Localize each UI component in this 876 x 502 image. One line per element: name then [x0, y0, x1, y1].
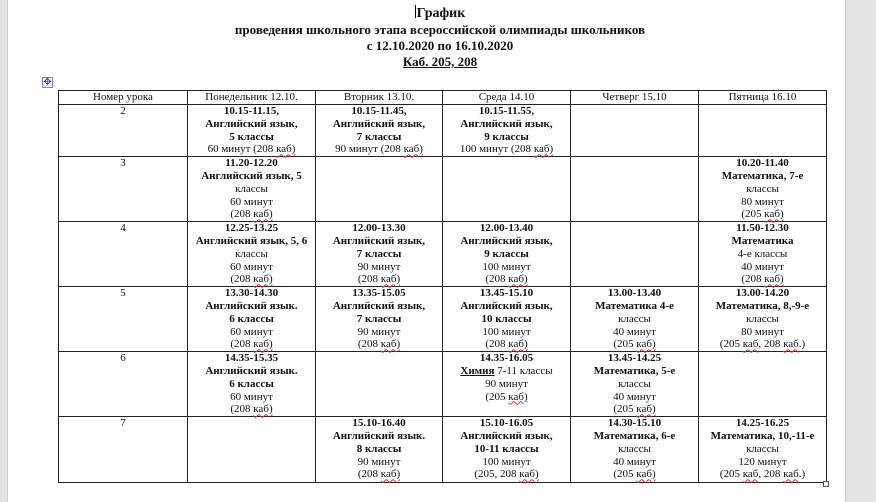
cell-wednesday	[443, 417, 571, 483]
exam-room-word: каб)	[636, 338, 656, 351]
exam-room-line	[700, 468, 825, 481]
table-move-handle-icon[interactable]: ✥	[43, 77, 52, 88]
exam-duration: 80 минут	[741, 195, 784, 208]
heading-rooms: Каб. 205, 208	[402, 54, 478, 69]
exam-room-line	[444, 391, 569, 404]
exam-room-word: каб)	[533, 143, 554, 156]
cell-friday	[699, 417, 827, 483]
exam-subject-line	[317, 300, 441, 313]
exam-subject: Английский язык,	[332, 299, 426, 312]
cell-friday	[699, 287, 827, 352]
table-row	[59, 287, 827, 352]
exam-subject: Математика	[715, 299, 778, 312]
exam-subject-line	[317, 430, 441, 443]
exam-subject: Английский язык, 5, 6	[195, 234, 308, 247]
heading-title: График	[416, 6, 466, 21]
exam-duration: 60 минут (208	[207, 143, 274, 156]
cell-thursday	[571, 157, 699, 222]
exam-grade: 6 классы	[229, 312, 274, 325]
header-tuesday: Вторник 13.10.	[316, 91, 443, 105]
exam-room-prefix: (205	[613, 403, 637, 416]
exam-room-mid: , 208	[758, 338, 784, 351]
exam-room-word: каб)	[519, 468, 539, 481]
exam-room-line	[317, 338, 441, 351]
exam-duration: 90 минут	[357, 325, 401, 338]
exam-time: 10.15-11.15,	[223, 105, 280, 117]
heading-dates: с 12.10.2020 по 16.10.2020	[366, 38, 514, 53]
exam-room-end: .)	[798, 338, 806, 351]
exam-time: 10.15-11.45,	[351, 105, 407, 117]
exam-duration-line	[189, 196, 314, 209]
exam-time: 14.35-15.35	[224, 352, 279, 365]
exam-duration: 40 минут	[613, 325, 656, 338]
exam-subject: Математика	[710, 429, 773, 442]
exam-subject: Английский язык,	[460, 429, 553, 442]
exam-duration: 100 минут	[482, 325, 531, 338]
lesson-number: 2	[59, 105, 188, 157]
cell-monday	[188, 222, 316, 287]
exam-time: 12.00-13.30	[352, 222, 406, 235]
exam-subject: Химия	[460, 364, 495, 377]
header-friday: Пятница 16.10	[699, 91, 827, 105]
exam-room-word: каб)	[636, 403, 656, 416]
exam-subject-line	[444, 430, 569, 443]
cell-thursday	[571, 222, 699, 287]
exam-room-prefix: (208	[230, 338, 254, 351]
cell-thursday	[571, 105, 699, 157]
exam-room-word: каб)	[380, 273, 401, 286]
exam-subject: Английский язык,	[332, 234, 426, 247]
exam-subject-line	[189, 118, 314, 131]
exam-subject-line	[444, 365, 569, 378]
exam-time: 14.30-15.10	[607, 417, 662, 430]
exam-subject-grade: 7-11 классы	[494, 364, 553, 377]
exam-grade: классы	[618, 377, 651, 390]
exam-subject-grade: , 6-е	[655, 429, 676, 442]
table-row	[59, 157, 827, 222]
exam-room-word: каб)	[508, 338, 528, 351]
exam-duration: 60 минут	[230, 325, 273, 338]
exam-subject-line	[317, 118, 441, 131]
exam-duration: 120 минут	[738, 455, 787, 468]
exam-room-word: каб)	[253, 208, 273, 221]
exam-grade: классы	[746, 312, 779, 325]
exam-room-prefix: (208	[357, 338, 381, 351]
exam-grade: классы	[618, 442, 651, 455]
exam-room-line	[444, 273, 569, 286]
exam-room-prefix: (208	[741, 273, 765, 286]
exam-time: 10.15-11.55,	[478, 105, 535, 117]
exam-grade: 10-11 классы	[474, 442, 539, 455]
exam-time: 13.30-14.30	[224, 287, 279, 300]
cell-thursday	[571, 417, 699, 483]
exam-subject-line	[444, 118, 569, 131]
exam-grade: 4-е классы	[737, 247, 788, 260]
exam-grade: классы	[746, 182, 779, 195]
exam-duration: 100 минут	[482, 455, 531, 468]
cell-tuesday	[316, 287, 443, 352]
exam-room-word: каб	[742, 338, 759, 351]
exam-subject-grade: , 8,-9-е	[777, 299, 810, 312]
cell-wednesday	[443, 287, 571, 352]
cell-monday	[188, 352, 316, 417]
exam-room-word: каб)	[380, 468, 401, 481]
exam-duration-line	[189, 326, 314, 339]
exam-grade: 8 классы	[356, 442, 402, 455]
exam-time: 12.25-13.25	[224, 222, 279, 235]
exam-time: 13.00-14.20	[735, 287, 790, 300]
exam-duration-line	[700, 326, 825, 339]
exam-duration-line	[189, 143, 314, 156]
exam-subject-line	[700, 300, 825, 313]
exam-duration: 60 минут	[230, 390, 273, 403]
cell-tuesday	[316, 105, 443, 157]
exam-subject: Математика	[731, 234, 794, 247]
exam-room-word: каб	[742, 468, 759, 481]
exam-subject-grade: , 5-е	[655, 364, 676, 377]
exam-room-word: каб)	[508, 390, 528, 403]
exam-duration-line	[317, 326, 441, 339]
exam-subject-line	[317, 235, 441, 248]
exam-room-prefix: (205	[613, 468, 637, 481]
table-row	[59, 222, 827, 287]
exam-duration: 90 минут	[485, 377, 528, 390]
exam-subject: Английский язык, 5	[201, 169, 302, 182]
exam-grade: классы	[235, 182, 268, 195]
cell-monday	[188, 105, 316, 157]
exam-time: 13.45-14.25	[607, 352, 662, 365]
schedule-table	[58, 90, 827, 483]
exam-room-word: каб)	[636, 468, 656, 481]
exam-duration: 90 минут	[357, 260, 401, 273]
exam-duration-line	[572, 326, 697, 339]
exam-subject-grade: , 7-е	[783, 169, 804, 182]
exam-duration-line	[317, 456, 441, 469]
exam-room-word: каб)	[764, 273, 784, 286]
lesson-number: 6	[59, 352, 188, 417]
exam-subject-line	[444, 235, 569, 248]
table-row	[59, 105, 827, 157]
exam-room-prefix: (208	[357, 273, 381, 286]
exam-room-line	[700, 338, 825, 351]
exam-duration: 80 минут	[741, 325, 784, 338]
cell-wednesday	[443, 222, 571, 287]
exam-room-word: каб)	[276, 143, 296, 156]
cell-friday	[699, 157, 827, 222]
cell-tuesday	[316, 222, 443, 287]
exam-duration: 60 минут	[230, 195, 273, 208]
exam-time: 13.45-15.10	[479, 287, 534, 300]
exam-time: 10.20-11.40	[736, 157, 789, 170]
exam-room-prefix: (208	[485, 338, 509, 351]
header-thursday: Четверг 15.10	[571, 91, 699, 105]
exam-subject: Математика	[593, 364, 656, 377]
exam-grade: 9 классы	[484, 247, 529, 260]
text-cursor	[415, 5, 416, 18]
exam-duration-line	[444, 378, 569, 391]
exam-subject: Математика	[721, 169, 784, 182]
header-monday: Понедельник 12.10.	[188, 91, 316, 105]
exam-room-word: каб)	[253, 273, 273, 286]
exam-time: 13.00-13.40	[607, 287, 662, 300]
exam-duration-line	[317, 261, 441, 274]
exam-duration-line	[700, 456, 825, 469]
table-row	[59, 417, 827, 483]
cell-friday	[699, 352, 827, 417]
cell-wednesday	[443, 352, 571, 417]
exam-subject-line	[700, 430, 825, 443]
exam-duration-line	[572, 391, 697, 404]
exam-room-prefix: (208	[230, 403, 254, 416]
exam-room-line	[317, 273, 441, 286]
exam-room-word: каб)	[253, 403, 273, 416]
exam-subject: Английский язык,	[460, 117, 553, 130]
cell-monday	[188, 417, 316, 483]
exam-subject-line	[189, 235, 314, 248]
exam-subject: Английский язык.	[205, 299, 298, 312]
exam-subject: Английский язык,	[332, 117, 426, 130]
heading-subtitle: проведения школьного этапа всероссийской олимпиады школьников	[234, 22, 646, 37]
lesson-number: 5	[59, 287, 188, 352]
exam-duration-line	[444, 456, 569, 469]
cell-monday	[188, 287, 316, 352]
exam-duration-line	[317, 143, 441, 156]
exam-subject-line	[572, 430, 697, 443]
exam-room-word: каб)	[508, 273, 528, 286]
exam-room-word: каб)	[380, 338, 401, 351]
exam-duration: 40 минут	[741, 260, 784, 273]
cell-wednesday	[443, 105, 571, 157]
exam-room-end: .)	[798, 468, 806, 481]
header-lesson: Номер урока	[59, 91, 188, 105]
exam-subject-line	[572, 300, 697, 313]
exam-room-line	[572, 403, 697, 416]
exam-subject-grade: , 10,-11-е	[772, 429, 815, 442]
exam-room-line	[189, 208, 314, 221]
exam-room-word-2: каб	[783, 338, 799, 351]
exam-grade: классы	[746, 442, 779, 455]
exam-room-line	[572, 468, 697, 481]
exam-time: 11.50-12.30	[736, 222, 789, 235]
cell-wednesday	[443, 157, 571, 222]
exam-grade: 7 классы	[356, 312, 402, 325]
exam-time: 13.35-15.05	[352, 287, 406, 300]
exam-subject: Математика	[593, 429, 656, 442]
table-row	[59, 352, 827, 417]
exam-room-prefix: (208	[230, 208, 254, 221]
exam-subject-line	[700, 235, 825, 248]
lesson-number: 4	[59, 222, 188, 287]
exam-subject-line	[189, 365, 314, 378]
exam-room-prefix: (205	[719, 338, 743, 351]
exam-subject-grade: 4-е	[657, 299, 674, 312]
exam-room-prefix: (205	[613, 338, 637, 351]
exam-room-line	[700, 273, 825, 286]
exam-room-line	[444, 468, 569, 481]
lesson-number: 7	[59, 417, 188, 483]
exam-room-line	[189, 273, 314, 286]
header-wednesday: Среда 14.10	[443, 91, 571, 105]
exam-room-prefix: (205, 208	[474, 468, 520, 481]
exam-grade: 9 классы	[484, 130, 529, 143]
exam-grade: 7 классы	[356, 247, 402, 260]
cell-thursday	[571, 352, 699, 417]
exam-duration: 90 минут	[357, 455, 401, 468]
exam-duration-line	[444, 143, 569, 156]
exam-grade: классы	[618, 312, 651, 325]
table-resize-handle[interactable]	[823, 481, 829, 487]
exam-duration-line	[189, 261, 314, 274]
exam-duration: 40 минут	[613, 455, 656, 468]
exam-room-prefix: (205	[485, 390, 509, 403]
exam-grade: 7 классы	[356, 130, 402, 143]
exam-time: 11.20-12.20	[225, 157, 278, 170]
exam-duration: 40 минут	[613, 390, 656, 403]
exam-subject: Математика	[595, 299, 658, 312]
exam-room-word-2: каб	[783, 468, 799, 481]
exam-room-prefix: (208	[357, 468, 381, 481]
exam-subject: Английский язык,	[205, 117, 298, 130]
cell-tuesday	[316, 352, 443, 417]
exam-subject-line	[700, 170, 825, 183]
exam-duration-line	[700, 261, 825, 274]
exam-subject-line	[189, 170, 314, 183]
exam-grade: 10 классы	[481, 312, 532, 325]
exam-room-line	[572, 338, 697, 351]
exam-room-line	[317, 468, 441, 481]
cell-monday	[188, 157, 316, 222]
cell-tuesday	[316, 157, 443, 222]
exam-room-prefix: (208	[485, 273, 509, 286]
exam-room-word: каб)	[253, 338, 273, 351]
exam-subject-line	[189, 300, 314, 313]
exam-room-mid: , 208	[758, 468, 784, 481]
exam-time: 14.35-16.05	[479, 352, 534, 365]
exam-time: 15.10-16.05	[479, 417, 534, 430]
exam-subject: Английский язык.	[332, 429, 426, 442]
exam-duration-line	[700, 196, 825, 209]
exam-room-prefix: (208	[230, 273, 254, 286]
lesson-number: 3	[59, 157, 188, 222]
exam-duration: 100 минут (208	[459, 143, 532, 156]
exam-subject: Английский язык,	[460, 234, 553, 247]
exam-duration-line	[189, 391, 314, 404]
exam-grade: 6 классы	[229, 377, 274, 390]
exam-duration: 100 минут	[482, 260, 531, 273]
cell-thursday	[571, 287, 699, 352]
exam-subject-line	[444, 300, 569, 313]
right-scrollbar-area[interactable]	[845, 0, 876, 502]
cell-friday	[699, 222, 827, 287]
exam-duration-line	[572, 456, 697, 469]
exam-subject-line	[572, 365, 697, 378]
exam-duration-line	[444, 261, 569, 274]
table-header-row	[59, 91, 827, 105]
cell-friday	[699, 105, 827, 157]
document-heading	[150, 5, 730, 70]
exam-room-prefix: (205	[741, 208, 765, 221]
exam-room-prefix: (205	[719, 468, 743, 481]
exam-subject: Английский язык,	[460, 299, 553, 312]
exam-room-line	[189, 338, 314, 351]
exam-duration: 90 минут (208	[335, 143, 401, 156]
exam-duration: 60 минут	[230, 260, 273, 273]
exam-room-line	[189, 403, 314, 416]
exam-room-line	[700, 208, 825, 221]
exam-duration-line	[444, 326, 569, 339]
cell-tuesday	[316, 417, 443, 483]
exam-subject: Английский язык.	[205, 364, 298, 377]
exam-time: 12.00-13.40	[479, 222, 534, 235]
exam-time: 14.25-16.25	[735, 417, 790, 430]
exam-room-word: каб)	[764, 208, 784, 221]
exam-room-word: каб)	[403, 143, 423, 156]
left-margin	[0, 0, 8, 502]
exam-room-line	[444, 338, 569, 351]
exam-grade: 5 классы	[229, 130, 274, 143]
exam-grade: классы	[235, 247, 268, 260]
exam-time: 15.10-16.40	[352, 417, 406, 430]
